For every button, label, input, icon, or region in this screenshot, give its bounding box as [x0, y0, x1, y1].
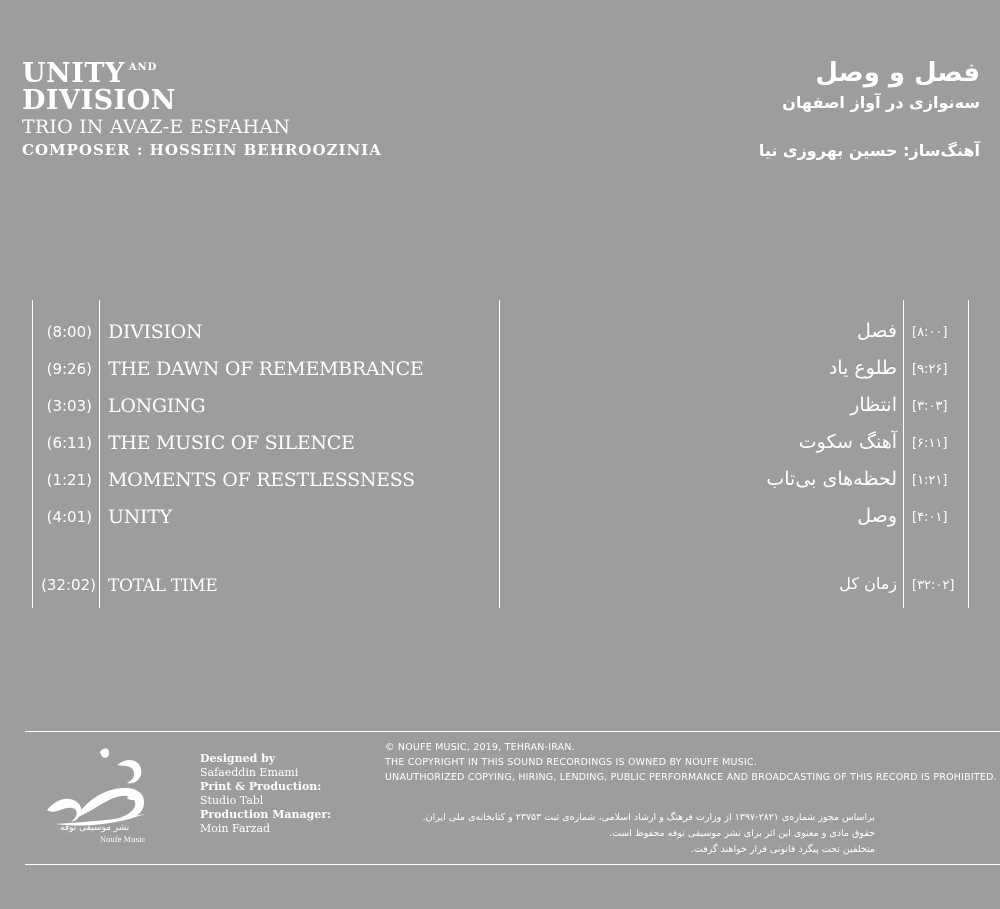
legal-line-fa: براساس مجوز شماره‌ی ۲۸۲۱-۱۳۹۷ از وزارت فرهنگ و ارشاد اسلامی، شماره‌ی ثبت ۲۳۷۵۳ و کتابخانه‌ی ملی ایران. [422, 812, 875, 823]
track-title-fa: آهنگ سکوت [798, 431, 897, 453]
legal-line: UNAUTHORIZED COPYING, HIRING, LENDING, PUBLIC PERFORMANCE AND BROADCASTING OF THIS RECORD IS PROHIBITED. [385, 772, 997, 783]
track-time: (8:00) [46, 323, 92, 341]
track-time-fa: [۸:۰۰] [912, 325, 948, 340]
track-title-fa: وصل [857, 505, 897, 527]
tracklist-divider-center [499, 300, 500, 608]
track-title: THE MUSIC OF SILENCE [108, 432, 355, 454]
legal-line-fa: حقوق مادی و معنوی این اثر برای نشر موسیقی نوفه محفوظ است. [608, 828, 875, 839]
track-title-fa: فصل [857, 320, 897, 342]
legal-notice-fa [385, 810, 875, 858]
composer-fa: آهنگ‌ساز: حسین بهروزی نیا [758, 141, 980, 160]
total-title-fa: زمان کل [839, 574, 897, 593]
album-title-and: AND [128, 62, 158, 73]
track-title: LONGING [108, 395, 206, 417]
print-production-label: Print & Production: [200, 780, 322, 793]
track-time-fa: [۳:۰۳] [912, 399, 948, 414]
album-subtitle-en: TRIO IN AVAZ-E ESFAHAN [22, 116, 291, 138]
composer-en: COMPOSER : HOSSEIN BEHROOZINIA [22, 141, 382, 159]
track-time: (1:21) [46, 471, 92, 489]
track-time-fa: [۴:۰۱] [912, 510, 948, 525]
total-time-fa: [۳۲:۰۲] [912, 578, 955, 593]
total-time: (32:02) [41, 576, 96, 594]
designed-by-label: Designed by [200, 752, 276, 765]
noufe-logo-icon [35, 740, 175, 850]
logo-label-fa: نشر موسیقی نوفه [60, 823, 130, 833]
track-time-fa: [۱:۲۱] [912, 473, 948, 488]
legal-line: THE COPYRIGHT IN THIS SOUND RECORDINGS IS OWNED BY NOUFE MUSIC. [385, 757, 757, 768]
track-time: (4:01) [46, 508, 92, 526]
tracklist-divider-right [968, 300, 969, 608]
footer-rule-bottom [25, 864, 1000, 865]
tracklist-divider-time [99, 300, 100, 608]
album-title-fa: فصل و وصل [815, 58, 980, 88]
track-title: UNITY [108, 506, 172, 528]
total-title: TOTAL TIME [108, 576, 218, 596]
track-title-fa: طلوع یاد [828, 357, 897, 379]
album-title-en [22, 54, 176, 114]
credits [200, 752, 331, 836]
album-subtitle-fa: سه‌نوازی در آواز اصفهان [782, 93, 980, 112]
album-title-line1: UNITY [22, 58, 125, 89]
track-title: THE DAWN OF REMEMBRANCE [108, 358, 424, 380]
track-time: (9:26) [46, 360, 92, 378]
print-production-value: Studio Tabl [200, 794, 264, 807]
track-title-fa: لحظه‌های بی‌تاب [766, 468, 897, 490]
track-title-fa: انتظار [850, 394, 897, 416]
track-time: (3:03) [46, 397, 92, 415]
production-manager-label: Production Manager: [200, 808, 332, 821]
track-time-fa: [۶:۱۱] [912, 436, 948, 451]
album-title-line2: DIVISION [22, 85, 176, 116]
track-time: (6:11) [46, 434, 92, 452]
track-title: MOMENTS OF RESTLESSNESS [108, 469, 415, 491]
legal-notice-en [385, 740, 997, 785]
legal-line-fa: متخلفین تحت پیگرد قانونی قرار خواهند گرفت. [690, 844, 875, 855]
footer-rule-top [25, 731, 1000, 732]
tracklist-divider-left [32, 300, 33, 608]
designed-by-value: Safaeddin Emami [200, 766, 299, 779]
production-manager-value: Moin Farzad [200, 822, 271, 835]
tracklist-divider-fa-time [903, 300, 904, 608]
legal-line: © NOUFE MUSIC, 2019, TEHRAN-IRAN. [385, 742, 575, 753]
logo-label-en: Noufe Music [100, 836, 146, 844]
track-time-fa: [۹:۲۶] [912, 362, 948, 377]
track-title: DIVISION [108, 321, 203, 343]
